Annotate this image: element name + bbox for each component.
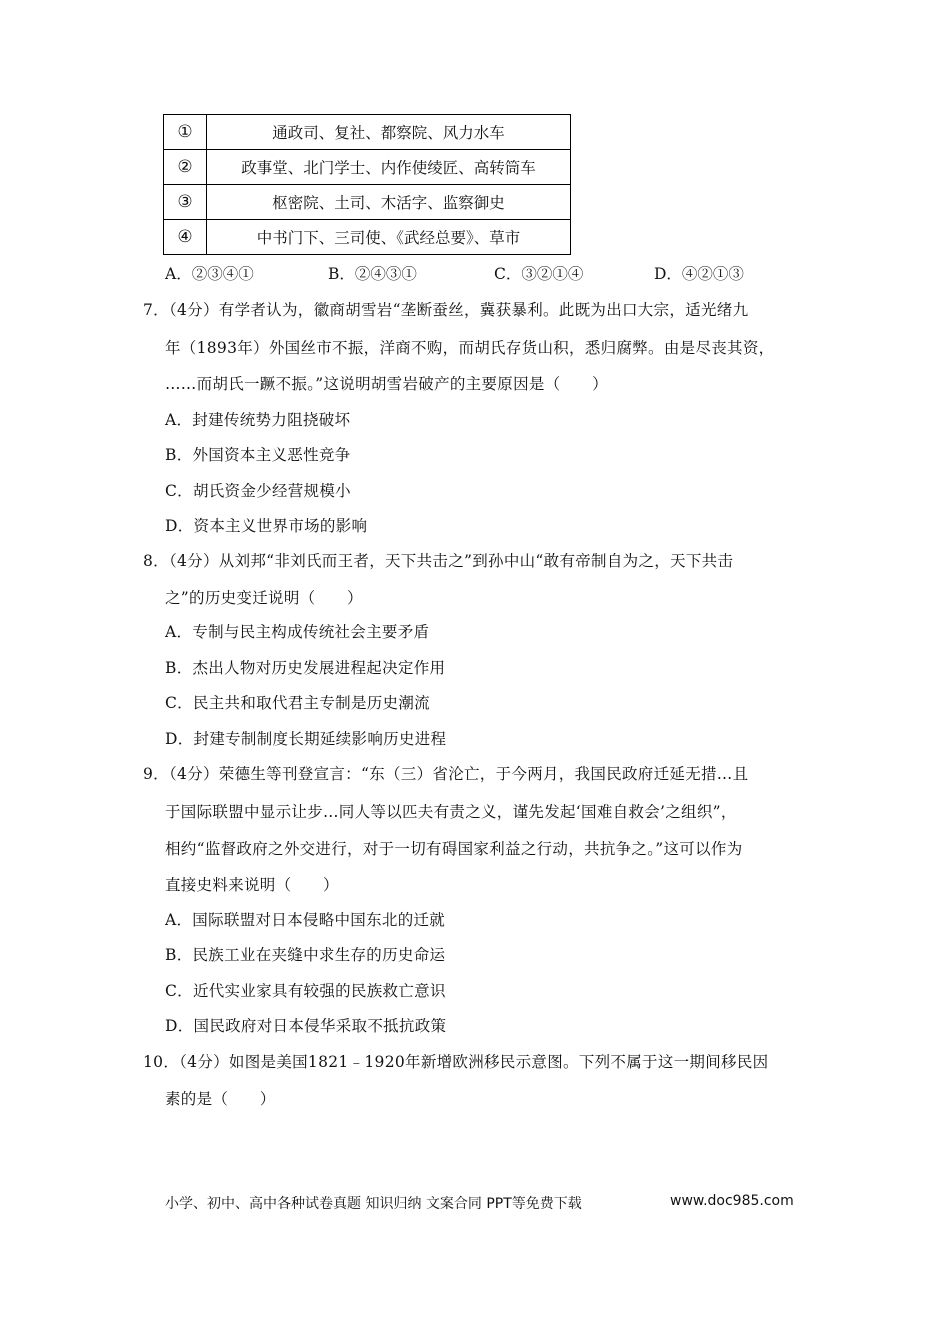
- q8-stem-line: 8．（4分）从刘邦“非刘氏而王者，天下共击之”到孙中山“敢有帝制自为之，天下共击: [143, 552, 734, 570]
- table-row: [164, 115, 571, 150]
- q9-option-c: C．近代实业家具有较强的民族救亡意识: [165, 982, 446, 1000]
- q7-stem-line: 年（1893年）外国丝市不振，洋商不购，而胡氏存货山积，悉归腐弊。由是尽丧其资，: [165, 339, 775, 357]
- q6-option-a: A．②③④①: [165, 265, 254, 283]
- row-number: ③: [164, 185, 207, 220]
- q10-stem-line: 素的是（ ）: [165, 1090, 276, 1108]
- q8-option-b: B．杰出人物对历史发展进程起决定作用: [165, 659, 446, 677]
- q9-stem-line: 相约“监督政府之外交进行，对于一切有碍国家利益之行动，共抗争之。”这可以作为: [165, 840, 743, 858]
- q7-stem-line: ……而胡氏一蹶不振。”这说明胡雪岩破产的主要原因是（ ）: [165, 375, 608, 393]
- q7-stem-line: 7．（4分）有学者认为，徽商胡雪岩“垄断蚕丝，冀获暴利。此既为出口大宗，适光绪九: [143, 301, 749, 319]
- q8-option-c: C．民主共和取代君主专制是历史潮流: [165, 694, 430, 712]
- table-row: [164, 150, 571, 185]
- q6-option-c: C．③②①④: [494, 265, 584, 283]
- q9-stem-line: 直接史料来说明（ ）: [165, 876, 339, 894]
- footer-text: 小学、初中、高中各种试卷真题 知识归纳 文案合同 PPT等免费下载: [165, 1196, 582, 1212]
- row-content: 政事堂、北门学士、内作使绫匠、高转筒车: [207, 150, 571, 185]
- q9-option-a: A．国际联盟对日本侵略中国东北的迁就: [165, 911, 446, 929]
- row-number: ②: [164, 150, 207, 185]
- q9-stem-line: 9．（4分）荣德生等刊登宣言：“东（三）省沦亡，于今两月，我国民政府迁延无措…且: [143, 765, 749, 783]
- row-content: 通政司、复社、都察院、风力水车: [207, 115, 571, 150]
- row-number: ①: [164, 115, 207, 150]
- q7-option-c: C．胡氏资金少经营规模小: [165, 482, 351, 500]
- q7-option-a: A．封建传统势力阻挠破坏: [165, 411, 351, 429]
- q10-stem-line: 10．（4分）如图是美国1821﹣1920年新增欧洲移民示意图。下列不属于这一期间移民因: [143, 1053, 769, 1071]
- q9-option-d: D．国民政府对日本侵华采取不抵抗政策: [165, 1017, 447, 1035]
- table-row: [164, 185, 571, 220]
- table-row: [164, 220, 571, 255]
- row-number: ④: [164, 220, 207, 255]
- q7-option-b: B．外国资本主义恶性竞争: [165, 446, 351, 464]
- q6-option-b: B．②④③①: [328, 265, 417, 283]
- options-table: [163, 114, 571, 255]
- q8-stem-line: 之”的历史变迁说明（ ）: [165, 589, 363, 607]
- q9-option-b: B．民族工业在夹缝中求生存的历史命运: [165, 946, 446, 964]
- row-content: 中书门下、三司使、《武经总要》、草市: [207, 220, 571, 255]
- q8-option-a: A．专制与民主构成传统社会主要矛盾: [165, 623, 430, 641]
- q8-option-d: D．封建专制制度长期延续影响历史进程: [165, 730, 447, 748]
- q9-stem-line: 于国际联盟中显示让步…同人等以匹夫有责之义，谨先发起‘国难自救会’之组织”，: [165, 803, 737, 821]
- q7-option-d: D．资本主义世界市场的影响: [165, 517, 368, 535]
- footer-url[interactable]: www.doc985.com: [670, 1193, 794, 1209]
- q6-option-d: D．④②①③: [654, 265, 744, 283]
- row-content: 枢密院、土司、木活字、监察御史: [207, 185, 571, 220]
